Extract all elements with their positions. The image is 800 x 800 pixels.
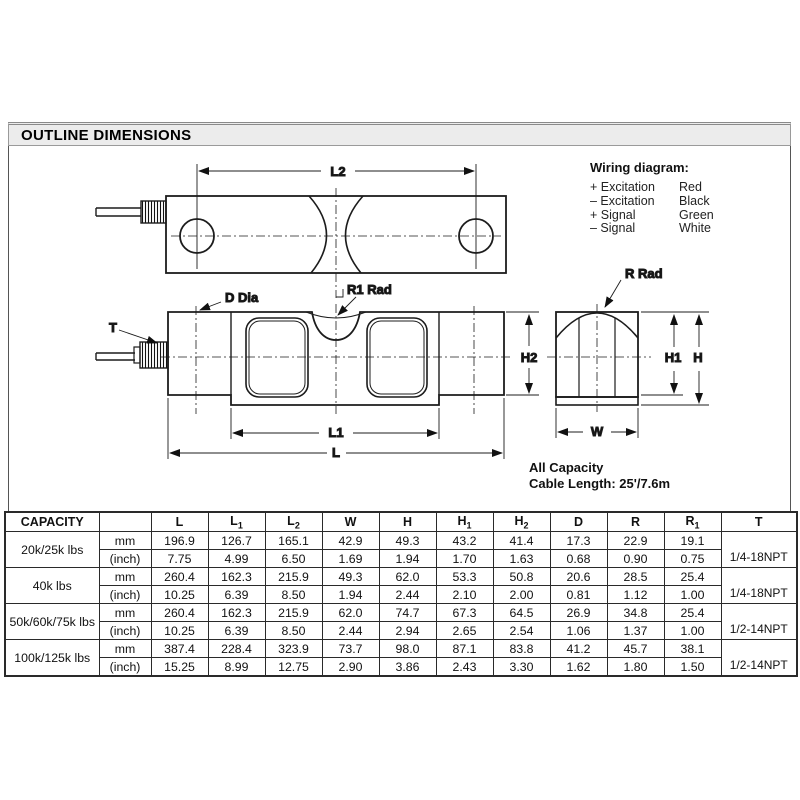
col-header-h1: $H_1$ [436,512,493,532]
dim-value-cell: 6.50 [265,550,322,568]
dim-value-cell: 67.3 [436,604,493,622]
dim-label-h: H [693,350,703,365]
dim-label-h2: H2 [520,350,538,365]
unit-cell-mm: mm [99,532,151,550]
unit-cell-inch: (inch) [99,586,151,604]
capacity-cell: 50k/60k/75k lbs [5,604,99,640]
dim-value-cell: 7.75 [151,550,208,568]
dim-value-cell: 17.3 [550,532,607,550]
callout-r-leader [605,280,621,307]
col-header-d: D [550,512,607,532]
col-header-unit [99,512,151,532]
dim-value-cell: 387.4 [151,640,208,658]
wiring-signal-label: + Signal [590,207,636,222]
dim-value-cell: 6.39 [208,622,265,640]
dim-value-cell: 62.0 [379,568,436,586]
dim-value-cell: 0.90 [607,550,664,568]
dim-value-cell: 1.50 [664,658,721,677]
thread-cell: 1/4-18NPT [721,532,797,568]
col-header-h2: $H_2$ [493,512,550,532]
dim-value-cell: 0.81 [550,586,607,604]
dim-value-cell: 3.86 [379,658,436,677]
dim-value-cell: 2.94 [379,622,436,640]
thread-cell: 1/2-14NPT [721,604,797,640]
unit-cell-mm: mm [99,640,151,658]
dim-value-cell: 215.9 [265,604,322,622]
page-title: OUTLINE DIMENSIONS [8,122,791,146]
thread-cell: 1/4-18NPT [721,568,797,604]
cable-connector-side [96,342,168,368]
dim-value-cell: 0.68 [550,550,607,568]
dim-value-cell: 73.7 [322,640,379,658]
dim-value-cell: 53.3 [436,568,493,586]
col-header-r: R [607,512,664,532]
capacity-cell: 40k lbs [5,568,99,604]
wiring-row [590,181,780,195]
dim-value-cell: 1.00 [664,622,721,640]
centerline [196,304,474,414]
col-header-l1: $L_1$ [208,512,265,532]
dim-value-cell: 323.9 [265,640,322,658]
dim-value-cell: 22.9 [607,532,664,550]
dim-value-cell: 42.9 [322,532,379,550]
dim-value-cell: 228.4 [208,640,265,658]
col-header-t: T [721,512,797,532]
dim-label-r1-rad: R1 Rad [347,282,392,297]
dim-value-cell: 50.8 [493,568,550,586]
dim-value-cell: 26.9 [550,604,607,622]
dim-value-cell: 1.69 [322,550,379,568]
dim-value-cell: 2.10 [436,586,493,604]
dim-value-cell: 83.8 [493,640,550,658]
dim-value-cell: 8.50 [265,586,322,604]
dim-value-cell: 41.4 [493,532,550,550]
wiring-signal-label: + Excitation [590,180,655,194]
dim-value-cell: 15.25 [151,658,208,677]
dim-value-cell: 4.99 [208,550,265,568]
wiring-rows [590,181,780,236]
dim-value-cell: 8.50 [265,622,322,640]
dim-value-cell: 64.5 [493,604,550,622]
dim-label-w: W [590,424,604,439]
top-view [96,164,506,315]
dim-value-cell: 20.6 [550,568,607,586]
dim-value-cell: 8.99 [208,658,265,677]
dim-value-cell: 1.70 [436,550,493,568]
dim-value-cell: 10.25 [151,622,208,640]
dim-label-r-rad: R Rad [625,266,663,281]
dim-value-cell: 2.44 [322,622,379,640]
dim-value-cell: 2.65 [436,622,493,640]
wiring-row [590,195,780,209]
capacity-cell: 20k/25k lbs [5,532,99,568]
wiring-color-label: Green [679,207,714,222]
wiring-signal-label: – Excitation [590,193,655,208]
end-view [547,266,709,439]
dim-value-cell: 34.8 [607,604,664,622]
dim-value-cell: 165.1 [265,532,322,550]
col-header-h: H [379,512,436,532]
outline-drawing-area [8,146,791,511]
dim-value-cell: 1.12 [607,586,664,604]
callout-t-leader [119,330,157,343]
col-header-capacity: CAPACITY [5,512,99,532]
dim-value-cell: 49.3 [322,568,379,586]
wiring-diagram [590,160,780,236]
dim-value-cell: 2.43 [436,658,493,677]
cable-note-line1: All Capacity [529,460,604,475]
dim-value-cell: 2.54 [493,622,550,640]
dim-value-cell: 0.75 [664,550,721,568]
dim-value-cell: 2.44 [379,586,436,604]
dim-value-cell: 6.39 [208,586,265,604]
dim-value-cell: 1.62 [550,658,607,677]
thread-cell: 1/2-14NPT [721,640,797,677]
dim-label-l2: L2 [330,164,346,179]
dim-value-cell: 215.9 [265,568,322,586]
dim-value-cell: 1.00 [664,586,721,604]
dim-value-cell: 10.25 [151,586,208,604]
dim-value-cell: 74.7 [379,604,436,622]
dimensions-table [4,511,798,677]
dim-label-d-dia: D Dia [225,290,259,305]
dim-value-cell: 12.75 [265,658,322,677]
unit-cell-inch: (inch) [99,550,151,568]
dim-label-t: T [109,320,117,335]
wiring-row [590,209,780,223]
unit-cell-inch: (inch) [99,622,151,640]
dim-value-cell: 49.3 [379,532,436,550]
pocket-left [246,318,308,397]
dim-value-cell: 1.80 [607,658,664,677]
dim-value-cell: 19.1 [664,532,721,550]
unit-cell-inch: (inch) [99,658,151,677]
dim-value-cell: 3.30 [493,658,550,677]
dim-value-cell: 1.94 [322,586,379,604]
dim-value-cell: 62.0 [322,604,379,622]
dim-value-cell: 1.37 [607,622,664,640]
dim-value-cell: 25.4 [664,568,721,586]
dim-value-cell: 260.4 [151,604,208,622]
wiring-row [590,222,780,236]
cable-connector-top [96,201,166,223]
dim-value-cell: 28.5 [607,568,664,586]
dim-value-cell: 162.3 [208,604,265,622]
dim-value-cell: 41.2 [550,640,607,658]
col-header-l2: $L_2$ [265,512,322,532]
dim-value-cell: 45.7 [607,640,664,658]
col-header-l: L [151,512,208,532]
wiring-color-label: White [679,221,711,236]
dim-l2 [197,164,476,269]
wiring-color-label: Black [679,193,710,208]
dim-value-cell: 1.06 [550,622,607,640]
col-header-r1: $R_1$ [664,512,721,532]
dim-value-cell: 162.3 [208,568,265,586]
dim-value-cell: 126.7 [208,532,265,550]
dim-label-l: L [332,445,340,460]
dim-value-cell: 2.00 [493,586,550,604]
cable-note-line2: Cable Length: 25'/7.6m [529,476,671,491]
unit-cell-mm: mm [99,568,151,586]
wiring-color-label: Red [679,180,702,194]
dim-value-cell: 260.4 [151,568,208,586]
callout-d-leader [200,302,221,310]
dim-value-cell: 2.90 [322,658,379,677]
dim-value-cell: 1.63 [493,550,550,568]
dim-value-cell: 38.1 [664,640,721,658]
dim-value-cell: 87.1 [436,640,493,658]
unit-cell-mm: mm [99,604,151,622]
pocket-right [367,318,427,397]
dim-value-cell: 43.2 [436,532,493,550]
col-header-w: W [322,512,379,532]
dim-value-cell: 1.94 [379,550,436,568]
capacity-cell: 100k/125k lbs [5,640,99,677]
dim-value-cell: 196.9 [151,532,208,550]
dim-value-cell: 98.0 [379,640,436,658]
dim-label-l1: L1 [328,425,344,440]
cable-note [529,460,670,492]
wiring-heading: Wiring diagram: [590,160,689,175]
dim-value-cell: 25.4 [664,604,721,622]
wiring-signal-label: – Signal [590,221,636,236]
dim-label-h1: H1 [664,350,682,365]
side-view [96,290,539,460]
